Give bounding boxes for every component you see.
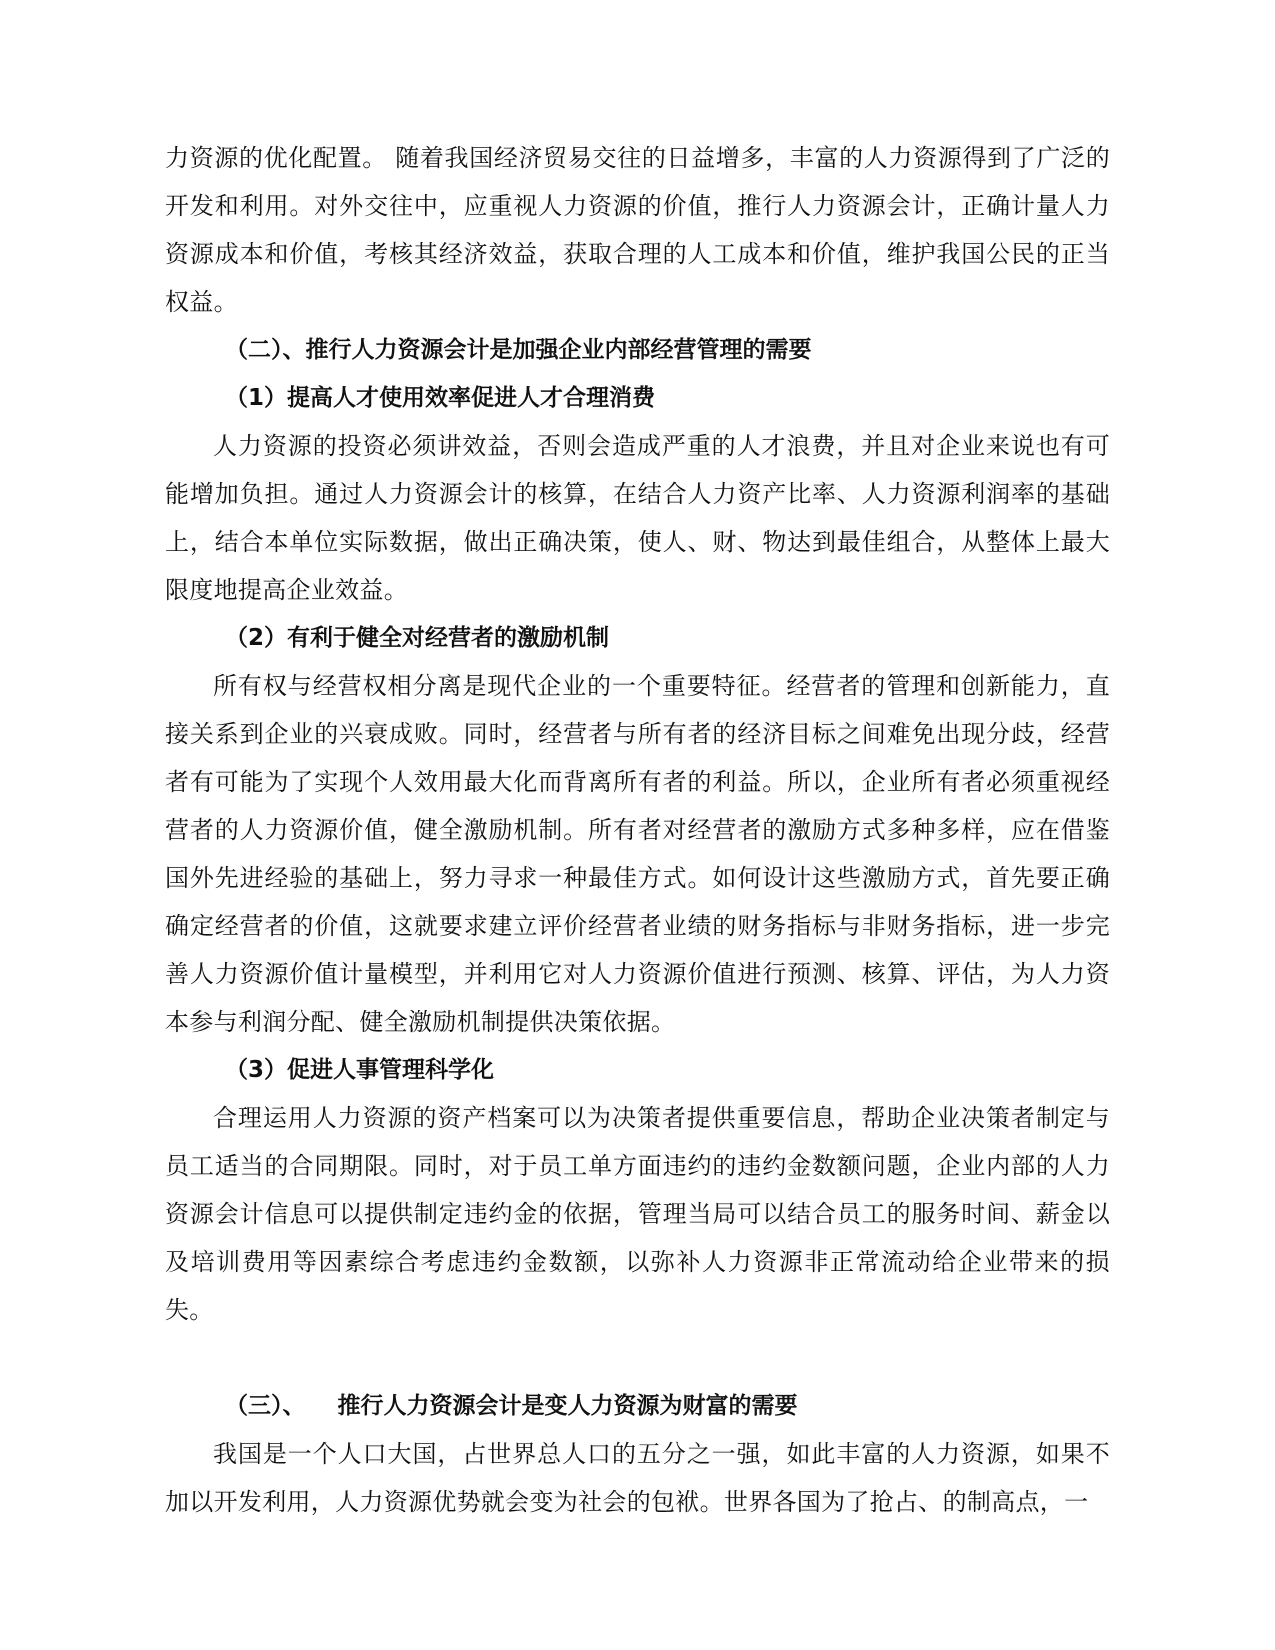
document-page (165, 134, 1110, 1526)
paragraph-personnel: 合理运用人力资源的资产档案可以为决策者提供重要信息，帮助企业决策者制定与员工适当的合同期限。同时，对于员工单方面违约的违约金数额问题，企业内部的人力资源会计信息可以提供制定违约金的依据，管理当局可以结合员工的服务时间、薪金以及培训费用等因素综合考虑违约金数额，以弥补人力资源非正常流动给企业带来的损失。 (165, 1104, 1110, 1324)
paragraph-efficiency: 人力资源的投资必须讲效益，否则会造成严重的人才浪费，并且对企业来说也有可能增加负担。通过人力资源会计的核算，在结合人力资产比率、人力资源利润率的基础上，结合本单位实际数据，做出正确决策，使人、财、物达到最佳组合，从整体上最大限度地提高企业效益。 (165, 432, 1110, 604)
blank-line (165, 1334, 1110, 1382)
paragraph-incentive: 所有权与经营权相分离是现代企业的一个重要特征。经营者的管理和创新能力，直接关系到企业的兴衰成败。同时，经营者与所有者的经济目标之间难免出现分歧，经营者有可能为了实现个人效用最大化而背离所有者的利益。所以，企业所有者必须重视经营者的人力资源价值，健全激励机制。所有者对经营者的激励方式多种多样，应在借鉴国外先进经验的基础上，努力寻求一种最佳方式。如何设计这些激励方式，首先要正确确定经营者的价值，这就要求建立评价经营者业绩的财务指标与非财务指标，进一步完善人力资源价值计量模型，并利用它对人力资源价值进行预测、核算、评估，为人力资本参与利润分配、健全激励机制提供决策依据。 (165, 672, 1110, 1036)
section-heading-2: （二）、推行人力资源会计是加强企业内部经营管理的需要 (225, 337, 812, 363)
subsection-heading-1: （1）提高人才使用效率促进人才合理消费 (225, 385, 656, 411)
section-heading-3: （三）、 推行人力资源会计是变人力资源为财富的需要 (225, 1393, 798, 1419)
subsection-heading-2: （2）有利于健全对经营者的激励机制 (225, 625, 610, 651)
paragraph-continued: 力资源的优化配置。 随着我国经济贸易交往的日益增多，丰富的人力资源得到了广泛的开发和利用。对外交往中，应重视人力资源的价值，推行人力资源会计，正确计量人力资源成本和价值，考核其经济效益，获取合理的人工成本和价值，维护我国公民的正当权益。 (165, 144, 1110, 316)
subsection-heading-3: （3）促进人事管理科学化 (225, 1057, 495, 1083)
paragraph-wealth: 我国是一个人口大国，占世界总人口的五分之一强，如此丰富的人力资源，如果不加以开发利用，人力资源优势就会变为社会的包袱。世界各国为了抢占、的制高点，一 (165, 1440, 1110, 1516)
